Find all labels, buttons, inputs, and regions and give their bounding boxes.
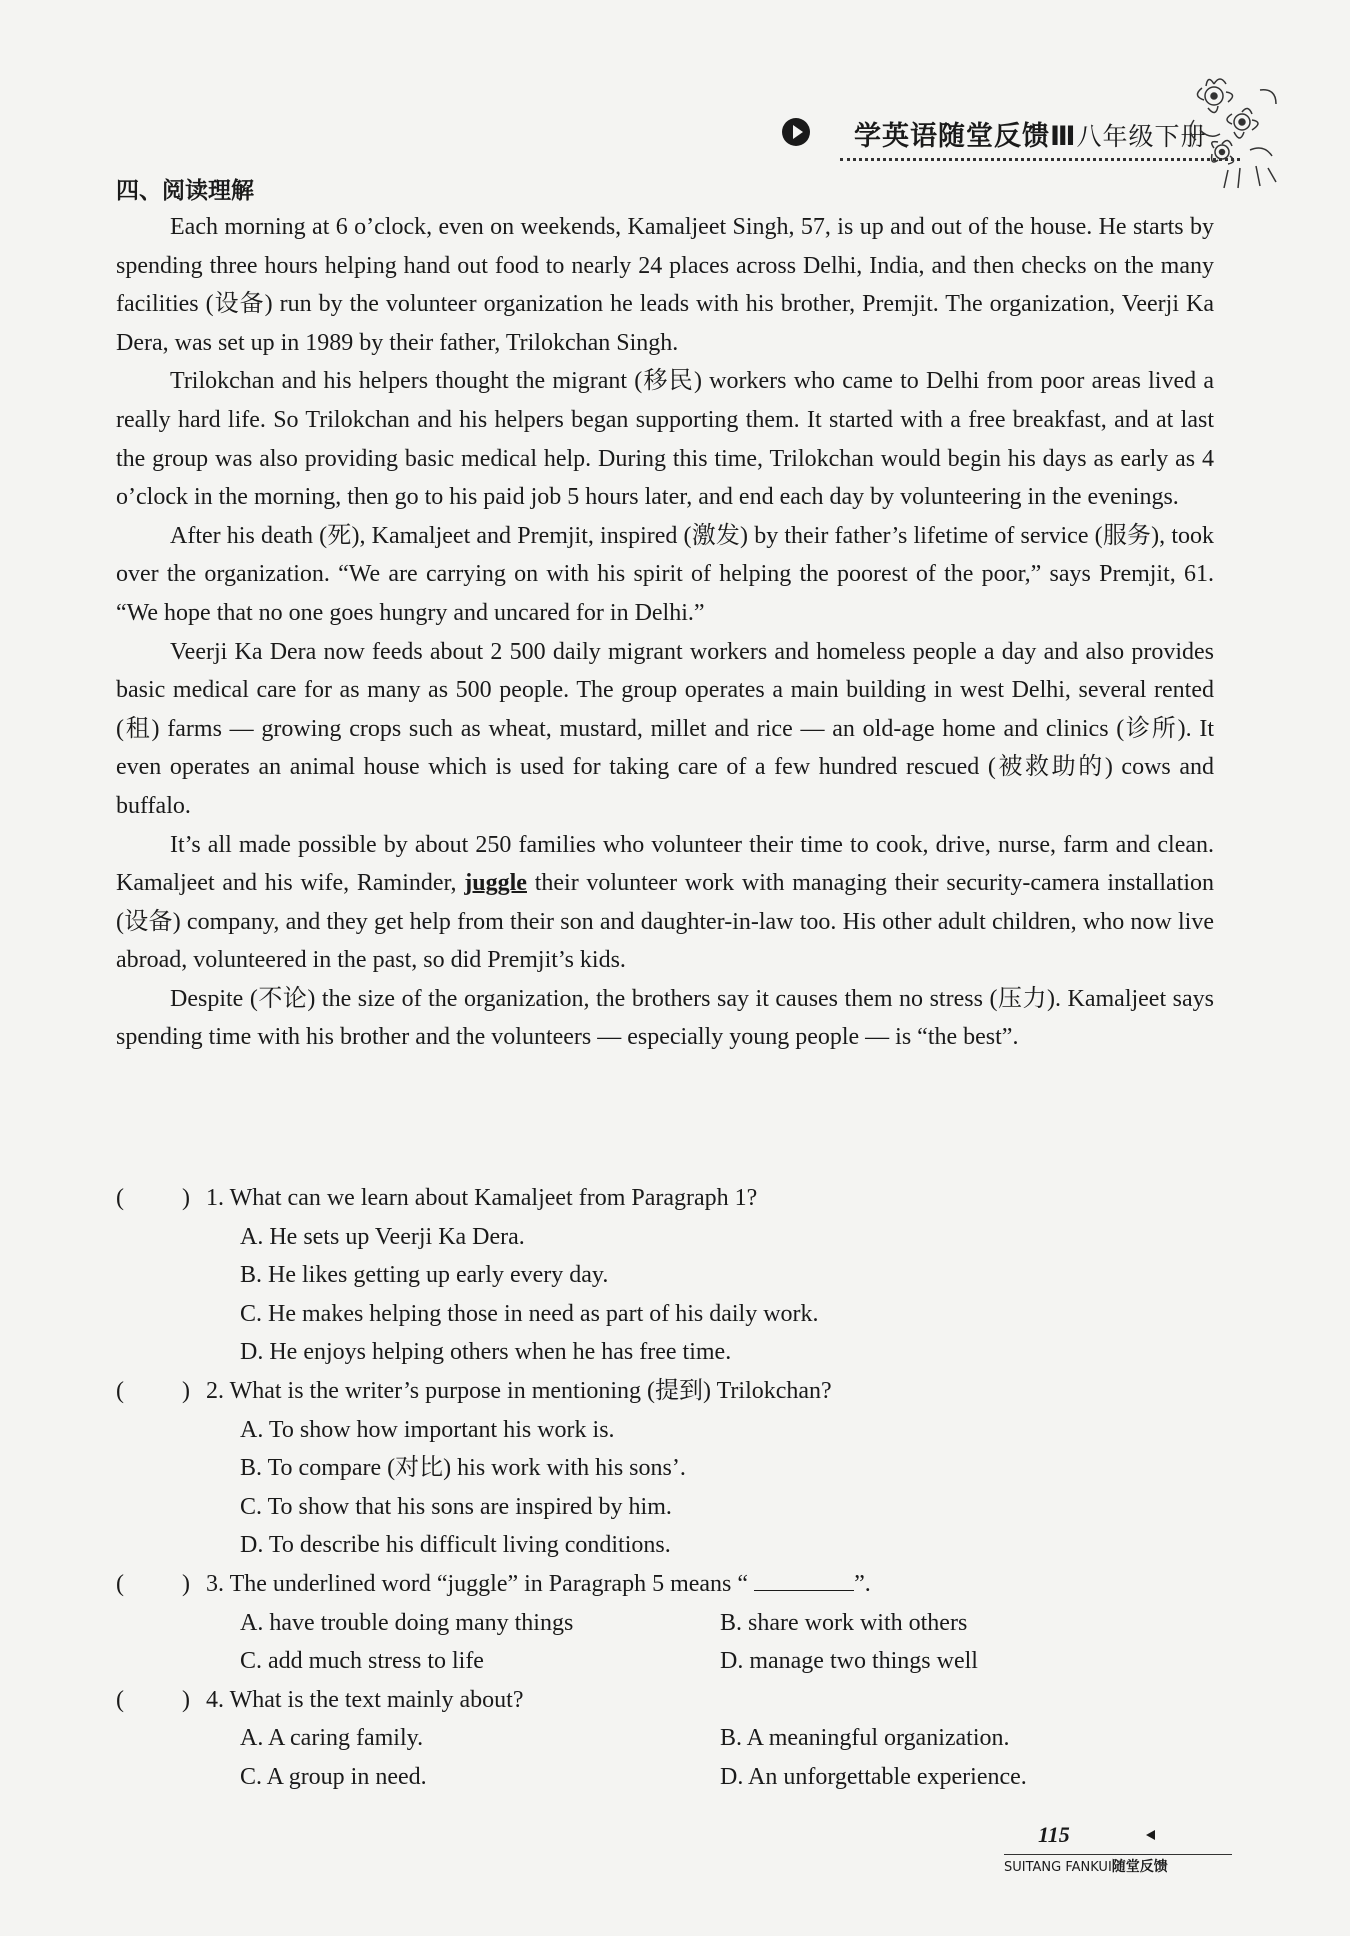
header-title: 学英语随堂反馈Ⅲ八年级下册 (854, 121, 1207, 152)
question-text: 1. What can we learn about Kamaljeet from Paragraph 1? (206, 1185, 758, 1211)
question-3-text-start: 3. The underlined word “juggle” in Paragraph 5 means “ (206, 1570, 755, 1597)
paragraph-2: Trilokchan and his helpers thought the migrant (移民) workers who came to Delhi from poor areas lived a really hard life. So Trilokchan and his helpers began supporting them. It started with a free breakfast, and at last the group was also providing basic medical help. During this time, Trilokchan would begin his days as early as 4 o’clock in the morning, then go to his paid job 5 hours later, and end each day by volunteering in the evenings. (116, 368, 1214, 511)
option-b: B. share work with others (720, 1609, 968, 1636)
option-row (116, 1295, 1216, 1334)
option-row (116, 1604, 1216, 1643)
answer-paren-right: ) (182, 1570, 190, 1597)
answer-paren-left: ( (116, 1570, 124, 1597)
option-c: C. To show that his sons are inspired by him. (240, 1493, 672, 1520)
option-row (116, 1449, 1216, 1488)
footer-brand-cn: 随堂反馈 (1111, 1859, 1168, 1875)
footer-rule (1004, 1854, 1232, 1855)
option-c: C. He makes helping those in need as part of his daily work. (240, 1300, 819, 1327)
option-row (116, 1411, 1216, 1450)
option-row (116, 1526, 1216, 1565)
page-number: 115 (1038, 1822, 1070, 1847)
paragraph-5-end: their volunteer work with managing their security-camera installation (设备) company, and they get help from their son and daughter-in-law too. His other adult children, who now live abroad, volunteered in the past, so did Premjit’s kids. (116, 870, 1214, 974)
play-circle-icon (782, 118, 810, 146)
option-d: D. He enjoys helping others when he has free time. (240, 1339, 732, 1366)
question-3 (116, 1565, 1216, 1604)
header-subtitle: 八年级下册 (1076, 122, 1207, 151)
option-row (116, 1719, 1216, 1758)
paragraph-6: Despite (不论) the size of the organization, the brothers say it causes them no stress (压力). Kamaljeet says spending time with his brother and the volunteers — especially young people — is “the best”. (116, 985, 1214, 1051)
option-b: B. A meaningful organization. (720, 1725, 1010, 1752)
option-row (116, 1256, 1216, 1295)
flower-decoration-icon (1180, 70, 1290, 190)
question-3-text-end: ”. (854, 1570, 871, 1597)
question-text: 2. What is the writer’s purpose in mentioning (提到) Trilokchan? (206, 1377, 832, 1404)
question-2 (116, 1372, 1216, 1411)
option-row (116, 1218, 1216, 1257)
answer-paren-left: ( (116, 1686, 124, 1713)
option-b: B. To compare (对比) his work with his sons’. (240, 1455, 686, 1482)
answer-paren-right: ) (182, 1686, 190, 1713)
section-title: 四、阅读理解 (116, 178, 254, 204)
paragraph-1: Each morning at 6 o’clock, even on weekends, Kamaljeet Singh, 57, is up and out of the house. He starts by spending three hours helping hand out food to nearly 24 places across Delhi, India, and then checks on the many facilities (设备) run by the volunteer organization he leads with his brother, Premjit. The organization, Veerji Ka Dera, was set up in 1989 by their father, Trilokchan Singh. (116, 214, 1214, 356)
option-a: A. A caring family. (240, 1725, 424, 1752)
paragraph-5-start: It’s all made possible by about 250 families who volunteer their time to cook, drive, nurse, farm and clean. Kamaljeet and his wife, Raminder, (116, 831, 1214, 897)
option-d: D. To describe his difficult living conditions. (240, 1532, 671, 1559)
footer-brand-latin: SUITANG FANKUI (1004, 1860, 1112, 1875)
option-d: D. An unforgettable experience. (720, 1763, 1027, 1790)
option-row (116, 1642, 1216, 1681)
answer-blank (754, 1570, 854, 1591)
paragraph-3: After his death (死), Kamaljeet and Premjit, inspired (激发) by their father’s lifetime of service (服务), took over the organization. “We are carrying on with his spirit of helping the poorest of the poor,” says Premjit, 61. “We hope that no one goes hungry and uncared for in Delhi.” (116, 522, 1214, 626)
underlined-keyword: juggle (464, 870, 527, 897)
triangle-left-icon (1146, 1830, 1155, 1840)
option-a: A. have trouble doing many things (240, 1609, 574, 1636)
question-1 (116, 1179, 1216, 1218)
footer-brand (1004, 1856, 1168, 1876)
option-b: B. He likes getting up early every day. (240, 1262, 609, 1289)
option-c: C. add much stress to life (240, 1648, 484, 1675)
paragraph-4: Veerji Ka Dera now feeds about 2 500 daily migrant workers and homeless people a day and also provides basic medical care for as many as 500 people. The group operates a main building in west Delhi, several rented (租) farms — growing crops such as wheat, mustard, millet and rice — an old-age home and clinics (诊所). It even operates an animal house which is used for taking care of a few hundred rescued (被救助的) cows and buffalo. (116, 638, 1214, 819)
option-row (116, 1488, 1216, 1527)
answer-paren-left: ( (116, 1185, 124, 1211)
answer-paren-left: ( (116, 1377, 124, 1404)
question-list (116, 1179, 1216, 1797)
paragraph-5 (116, 826, 1214, 980)
option-c: C. A group in need. (240, 1763, 427, 1790)
question-4 (116, 1681, 1216, 1720)
option-row (116, 1758, 1216, 1797)
question-text (206, 1565, 871, 1604)
answer-paren-right: ) (182, 1185, 190, 1211)
option-row (116, 1333, 1216, 1372)
option-d: D. manage two things well (720, 1648, 978, 1675)
answer-paren-right: ) (182, 1377, 190, 1404)
option-a: A. To show how important his work is. (240, 1416, 615, 1443)
reading-passage (116, 208, 1214, 1057)
question-text: 4. What is the text mainly about? (206, 1686, 524, 1713)
option-a: A. He sets up Veerji Ka Dera. (240, 1223, 525, 1250)
